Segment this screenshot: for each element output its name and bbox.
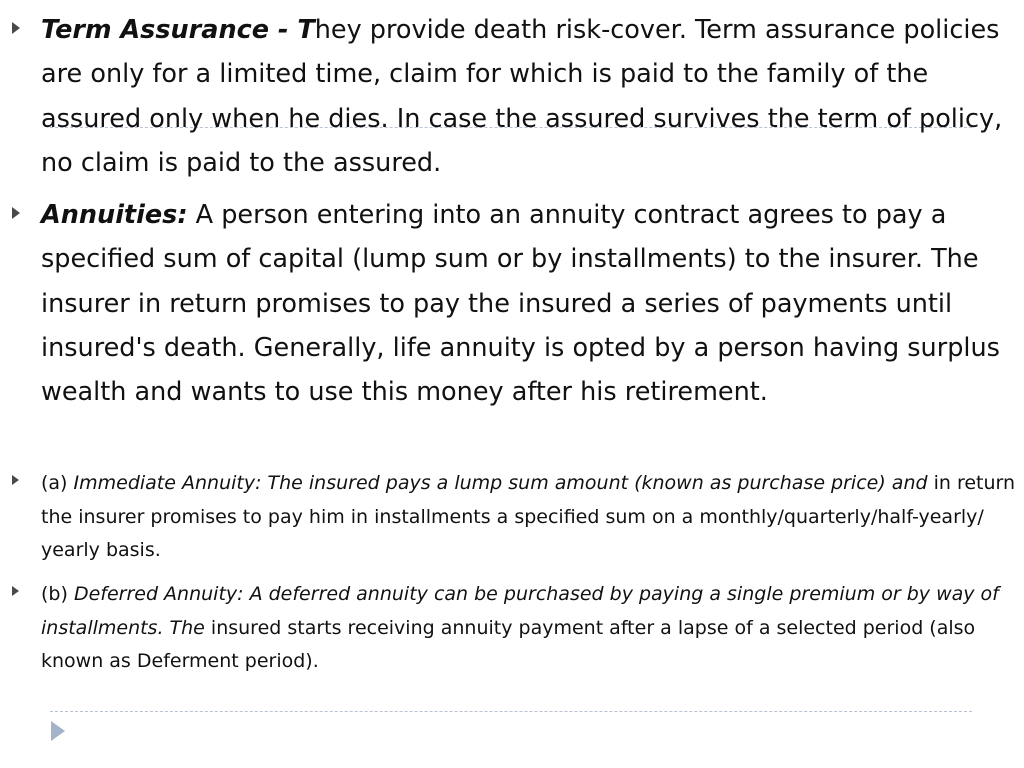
triangle-bullet-icon xyxy=(12,207,20,219)
bullet-body: hey provide death risk-cover. Term assurance policies are only for a limited time, claim for which is paid to the family of the assured only when he dies. In case the assured survives the term of policy, no claim is paid to the assured. xyxy=(41,15,1003,178)
play-arrow-icon[interactable] xyxy=(51,721,65,741)
bullet-body: A person entering into an annuity contract agrees to pay a specified sum of capital (lump sum or by installments) to the insurer. The insurer in return promises to pay the insured a series of payments until insured's death. Generally, life annuity is opted by a person having surplus wealth and wants to use this money after his retirement. xyxy=(41,200,1000,408)
bullet-prefix: (b) xyxy=(41,583,68,605)
bullet-body: insured starts receiving annuity payment after a lapse of a selected period (also known as Deferment period). xyxy=(41,616,976,672)
triangle-bullet-icon xyxy=(12,22,20,34)
divider-bottom xyxy=(50,711,972,712)
bullet-italic: Deferred Annuity: A deferred annuity can be purchased by paying a single premium or by way of installments. The xyxy=(41,583,999,639)
triangle-bullet-icon xyxy=(12,586,19,596)
bullet-italic: Immediate Annuity: The insured pays a lump sum amount (known as purchase price) and xyxy=(73,472,928,494)
bullet-prefix: (a) xyxy=(41,472,68,494)
bullet-text xyxy=(41,467,1016,568)
bullet-text xyxy=(41,8,1016,185)
bullet-text xyxy=(41,193,1016,414)
triangle-bullet-icon xyxy=(12,475,19,485)
bullet-text xyxy=(41,578,1016,679)
bullet-lead: Term Assurance - T xyxy=(41,15,315,45)
bullet-lead: Annuities: xyxy=(41,200,188,230)
bullet-body: in return the insurer promises to pay him in installments a specified sum on a monthly/quarterly/half-yearly/ yearly basis. xyxy=(41,472,1016,561)
